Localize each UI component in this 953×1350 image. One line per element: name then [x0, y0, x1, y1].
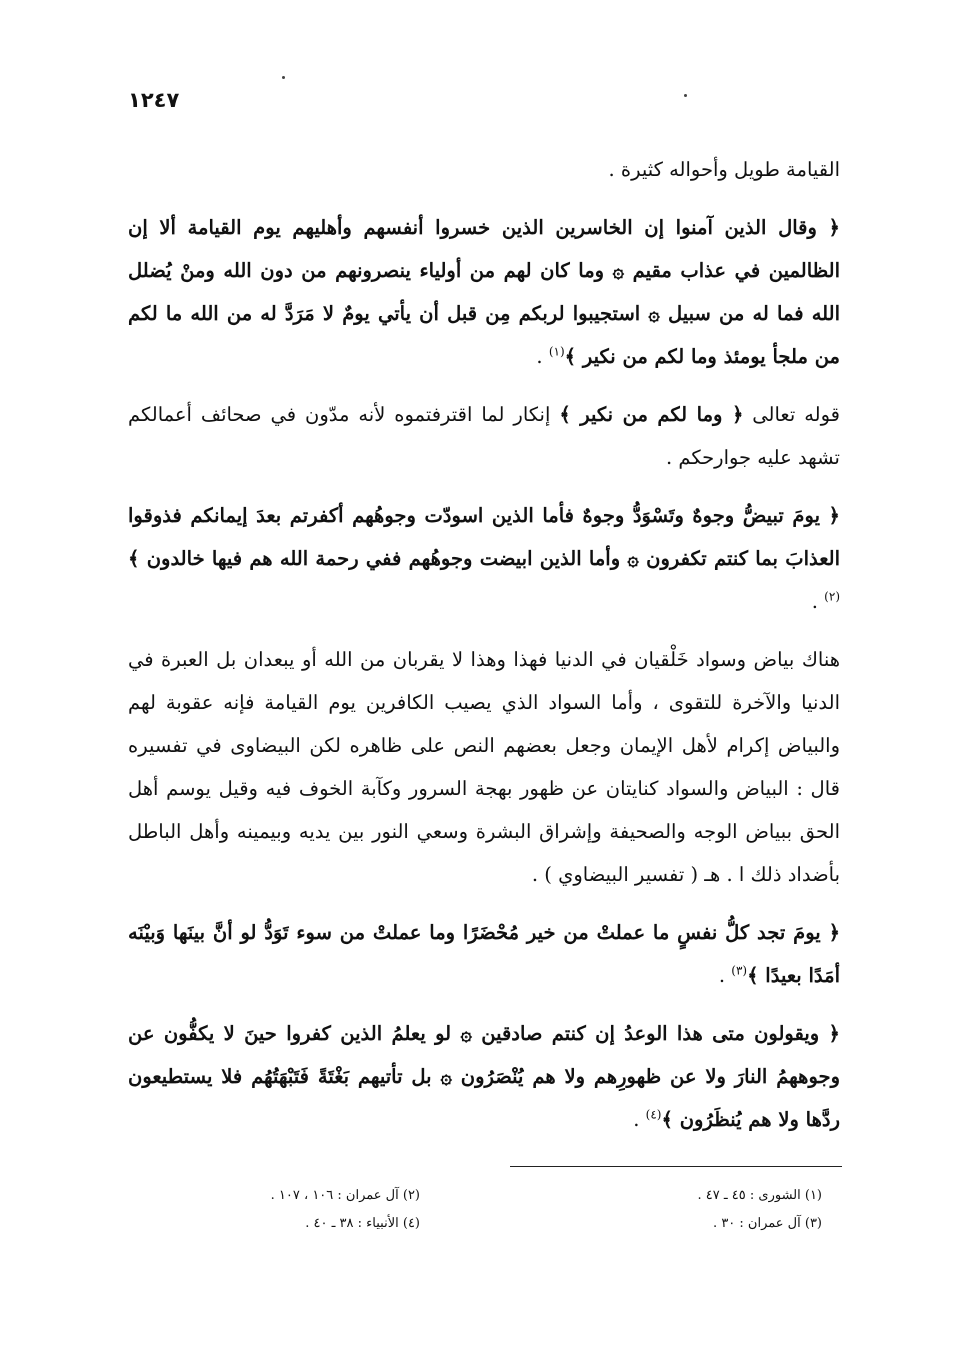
footnote-ref: (٣): [731, 963, 748, 978]
quran-verse: ﴿ وقال الذين آمنوا إن الخاسرين الذين خسروا أنفسهم وأهليهم يوم القيامة ألا إن الظالمين في عذاب مقيم ۞ وما كان لهم من أولياء ينصرونهم من دون الله ومنْ يُضلل الله فما له من سبيل ۞ استجيبوا لربكم مِن قبل أن يأتي يومٌ لا مَرَدَّ له من الله ما لكم من ملجأ يومئذ وما لكم من نكير ﴾: [128, 216, 840, 368]
quran-verse: ﴿ ويقولون متى هذا الوعدُ إن كنتم صادقين ۞ لو يعلمُ الذين كفروا حينَ لا يكفُّون عن وجوههمُ النارَ ولا عن ظهورِهم ولا هم يُنْصَرُون ۞ بل تأتيهم بَغْتَةً فَتَبْهَتُهُم فلا يستطيعون ردَّها ولا هم يُنظَرُون ﴾: [128, 1022, 840, 1131]
quran-verse: ﴿ وما لكم من نكير ﴾: [559, 403, 744, 426]
footnote-ref: (٢): [824, 589, 840, 604]
quran-verse: ﴿ يومَ تبيضُّ وجوهٌ وتَسْوَدُّ وجوهٌ فأما الذين اسودّت وجوهُهم أكفرتم بعدَ إيمانكم فذوقوا العذابَ بما كنتم تكفرون ۞ وأما الذين ابيضت وجوهُهم ففي رحمة الله هم فيها خالدون ﴾: [128, 504, 840, 570]
quran-verse: ﴿ يومَ تجد كلُّ نفسٍ ما عملتْ من خير مُحْضَرًا وما عملتْ من سوء تَوَدُّ لو أنَّ بينَها وَبيْنَه أمَدًا بعيدًا ﴾: [128, 921, 840, 987]
footnote-ref: (١): [548, 344, 565, 359]
paragraph-text: هناك بياض وسواد خَلْقيان في الدنيا فهذا وهذا لا يقربان من الله أو يبعدان بل العبرة في الدنيا والآخرة للتقوى ، وأما السواد الذي يصيب الكافرين يوم القيامة فإنه عقوبة لهم والبياض إكرام لأهل الإيمان وجعل بعضهم النص على ظاهره لكن البيضاوى في تفسيره قال : البياض والسواد كنايتان عن ظهور بهجة السرور وكآبة الخوف فيه وقيل يوسم أهل الحق ببياض الوجه والصحيفة وإشراق البشرة وسعي النور بين يديه وبيمينه وأهل الباطل بأضداد ذلك ا . هـ ( تفسير البيضاوي ) .: [128, 648, 840, 886]
paragraph: [128, 494, 840, 623]
footnotes: [128, 1182, 840, 1252]
paragraph-text: .: [718, 964, 732, 987]
paragraph: [128, 393, 840, 479]
paragraph-text: .: [811, 590, 825, 613]
main-text: [128, 148, 840, 1156]
paragraph-text: .: [536, 345, 549, 368]
page-number: ١٢٤٧: [128, 88, 180, 112]
footnote-ref: (٤): [645, 1107, 662, 1122]
paragraph-text: .: [633, 1108, 646, 1131]
paragraph: [128, 206, 840, 378]
footnote-3: (٣) آل عمران : ٣٠ .: [713, 1216, 822, 1231]
footnote-1: (١) الشورى : ٤٥ ـ ٤٧ .: [697, 1188, 822, 1203]
paragraph-text: إنكار لما اقترفتموه لأنه مدّون في صحائف أعمالكم تشهد عليه جوارحكم .: [128, 403, 840, 469]
footnote-2: (٢) آل عمران : ١٠٦ ، ١٠٧ .: [270, 1188, 420, 1203]
paragraph-text: قوله تعالى: [743, 403, 840, 426]
scan-speck: [684, 94, 687, 97]
paragraph: [128, 148, 840, 191]
paragraph: [128, 638, 840, 896]
scan-speck: [282, 76, 285, 79]
paragraph: [128, 1012, 840, 1141]
paragraph: [128, 911, 840, 997]
paragraph-text: القيامة طويل وأحواله كثيرة .: [608, 158, 840, 181]
footnote-4: (٤) الأنبياء : ٣٨ ـ ٤٠ .: [305, 1216, 420, 1231]
footnote-divider: [510, 1166, 842, 1167]
footnote-column: [271, 1182, 420, 1238]
footnote-column: [697, 1182, 822, 1238]
